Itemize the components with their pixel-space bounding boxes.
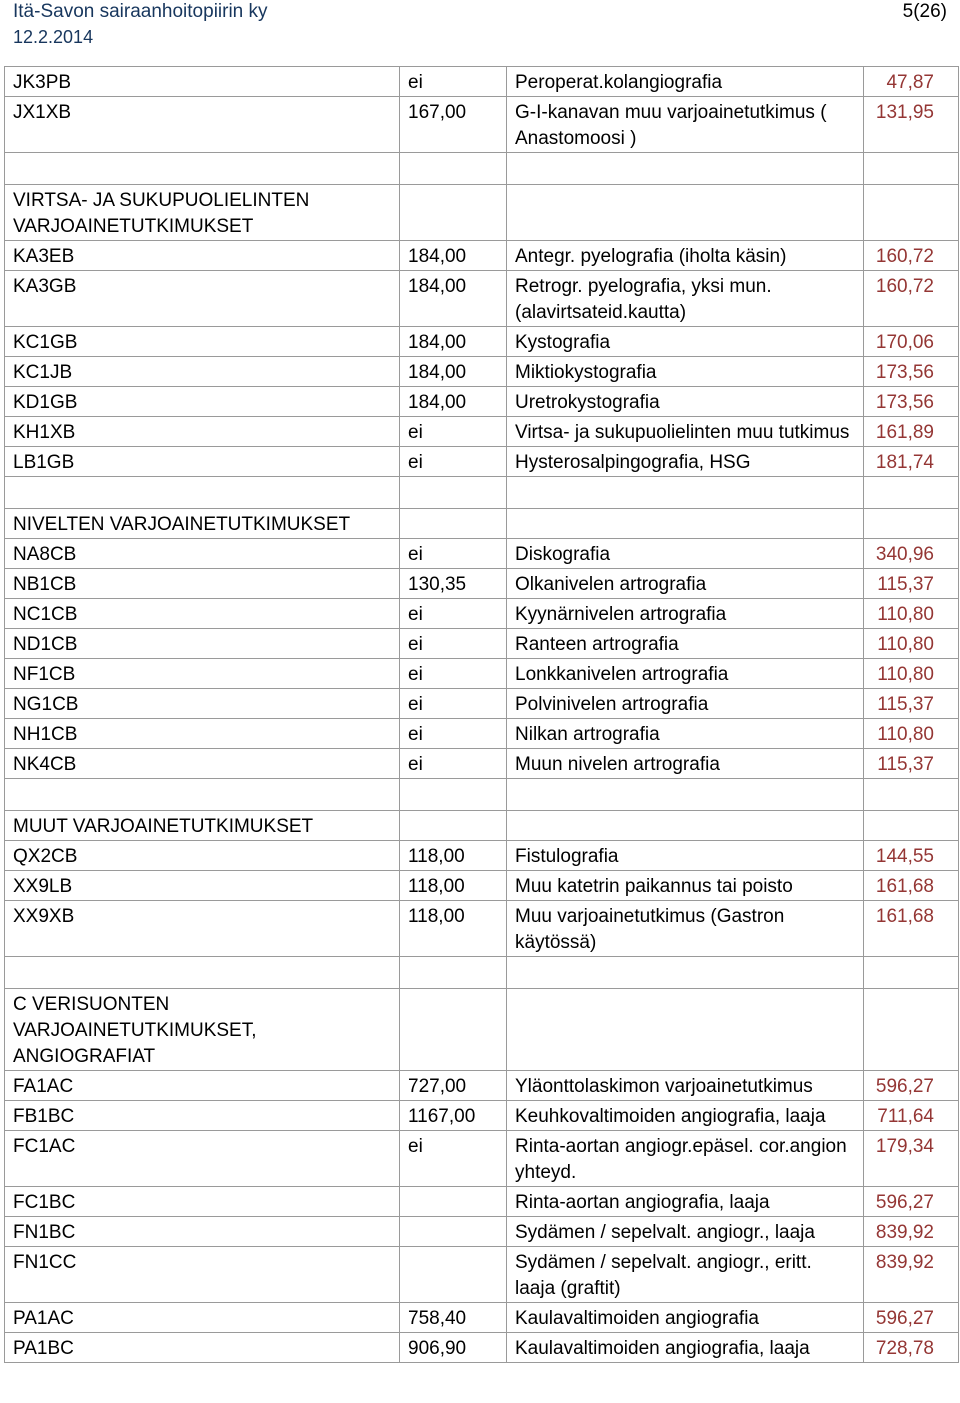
- procedure-price: 115,37: [864, 569, 959, 599]
- procedure-price: 728,78: [864, 1333, 959, 1363]
- empty-cell: [507, 185, 864, 241]
- empty-cell: [507, 957, 864, 989]
- reference-price: ei: [400, 689, 507, 719]
- reference-price: 184,00: [400, 327, 507, 357]
- table-row: [5, 1131, 959, 1187]
- procedure-price: 110,80: [864, 599, 959, 629]
- reference-price: ei: [400, 417, 507, 447]
- procedure-code: NG1CB: [5, 689, 400, 719]
- table-row: [5, 271, 959, 327]
- reference-price: 118,00: [400, 901, 507, 957]
- procedure-code: ND1CB: [5, 629, 400, 659]
- procedure-description: Rinta-aortan angiografia, laaja: [507, 1187, 864, 1217]
- procedure-description: Uretrokystografia: [507, 387, 864, 417]
- procedure-price: 161,68: [864, 901, 959, 957]
- reference-price: 118,00: [400, 841, 507, 871]
- spacer-row: [5, 957, 959, 989]
- procedure-description: Sydämen / sepelvalt. angiogr., laaja: [507, 1217, 864, 1247]
- reference-price: ei: [400, 719, 507, 749]
- empty-cell: [400, 185, 507, 241]
- section-title: C VERISUONTEN VARJOAINETUTKIMUKSET, ANGIOGRAFIAT: [5, 989, 400, 1071]
- reference-price: 130,35: [400, 569, 507, 599]
- procedure-code: KH1XB: [5, 417, 400, 447]
- reference-price: 758,40: [400, 1303, 507, 1333]
- table-row: [5, 749, 959, 779]
- reference-price: ei: [400, 749, 507, 779]
- table-row: [5, 539, 959, 569]
- procedure-description: Muun nivelen artrografia: [507, 749, 864, 779]
- procedure-price: 47,87: [864, 67, 959, 97]
- reference-price: 118,00: [400, 871, 507, 901]
- procedure-price: 711,64: [864, 1101, 959, 1131]
- table-row: [5, 1333, 959, 1363]
- section-title: MUUT VARJOAINETUTKIMUKSET: [5, 811, 400, 841]
- empty-cell: [5, 477, 400, 509]
- organization-name: Itä-Savon sairaanhoitopiirin ky: [13, 1, 268, 22]
- procedure-description: Kystografia: [507, 327, 864, 357]
- reference-price: ei: [400, 1131, 507, 1187]
- reference-price: ei: [400, 447, 507, 477]
- table-row: [5, 447, 959, 477]
- procedure-description: Lonkkanivelen artrografia: [507, 659, 864, 689]
- table-row: [5, 901, 959, 957]
- procedure-code: KD1GB: [5, 387, 400, 417]
- reference-price: ei: [400, 599, 507, 629]
- procedure-description: Hysterosalpingografia, HSG: [507, 447, 864, 477]
- procedure-price: 160,72: [864, 271, 959, 327]
- procedure-code: KA3GB: [5, 271, 400, 327]
- empty-cell: [507, 477, 864, 509]
- procedure-price: 596,27: [864, 1071, 959, 1101]
- procedure-price: 110,80: [864, 629, 959, 659]
- procedure-code: PA1AC: [5, 1303, 400, 1333]
- reference-price: ei: [400, 67, 507, 97]
- reference-price: 184,00: [400, 357, 507, 387]
- empty-cell: [400, 153, 507, 185]
- procedure-description: Nilkan artrografia: [507, 719, 864, 749]
- table-row: [5, 241, 959, 271]
- price-table-body: [5, 67, 959, 1363]
- table-row: [5, 1303, 959, 1333]
- section-title: VIRTSA- JA SUKUPUOLIELINTEN VARJOAINETUTKIMUKSET: [5, 185, 400, 241]
- empty-cell: [400, 509, 507, 539]
- procedure-description: Fistulografia: [507, 841, 864, 871]
- procedure-code: KC1GB: [5, 327, 400, 357]
- table-row: [5, 387, 959, 417]
- reference-price: ei: [400, 539, 507, 569]
- procedure-description: Olkanivelen artrografia: [507, 569, 864, 599]
- procedure-code: NB1CB: [5, 569, 400, 599]
- empty-cell: [400, 811, 507, 841]
- procedure-price: 115,37: [864, 689, 959, 719]
- procedure-price: 839,92: [864, 1247, 959, 1303]
- reference-price: 184,00: [400, 271, 507, 327]
- empty-cell: [400, 779, 507, 811]
- procedure-code: JK3PB: [5, 67, 400, 97]
- procedure-description: Peroperat.kolangiografia: [507, 67, 864, 97]
- procedure-code: XX9XB: [5, 901, 400, 957]
- procedure-price: 173,56: [864, 387, 959, 417]
- procedure-description: Diskografia: [507, 539, 864, 569]
- procedure-price: 170,06: [864, 327, 959, 357]
- section-header-row: [5, 185, 959, 241]
- table-row: [5, 871, 959, 901]
- procedure-price: 181,74: [864, 447, 959, 477]
- empty-cell: [5, 957, 400, 989]
- procedure-code: FN1CC: [5, 1247, 400, 1303]
- procedure-description: Retrogr. pyelografia, yksi mun. (alavirtsateid.kautta): [507, 271, 864, 327]
- procedure-price: 115,37: [864, 749, 959, 779]
- table-row: [5, 689, 959, 719]
- procedure-code: JX1XB: [5, 97, 400, 153]
- procedure-description: Yläonttolaskimon varjoainetutkimus: [507, 1071, 864, 1101]
- table-row: [5, 417, 959, 447]
- procedure-code: FC1BC: [5, 1187, 400, 1217]
- empty-cell: [507, 811, 864, 841]
- procedure-description: Ranteen artrografia: [507, 629, 864, 659]
- reference-price: 167,00: [400, 97, 507, 153]
- table-row: [5, 1217, 959, 1247]
- reference-price: 906,90: [400, 1333, 507, 1363]
- procedure-description: Polvinivelen artrografia: [507, 689, 864, 719]
- procedure-description: Muu katetrin paikannus tai poisto: [507, 871, 864, 901]
- procedure-price: 131,95: [864, 97, 959, 153]
- procedure-code: NH1CB: [5, 719, 400, 749]
- table-row: [5, 659, 959, 689]
- procedure-price: 173,56: [864, 357, 959, 387]
- procedure-code: XX9LB: [5, 871, 400, 901]
- procedure-code: NK4CB: [5, 749, 400, 779]
- spacer-row: [5, 779, 959, 811]
- reference-price: 727,00: [400, 1071, 507, 1101]
- procedure-description: Sydämen / sepelvalt. angiogr., eritt. laaja (graftit): [507, 1247, 864, 1303]
- table-row: [5, 97, 959, 153]
- page-header: [0, 0, 960, 62]
- procedure-description: Kaulavaltimoiden angiografia: [507, 1303, 864, 1333]
- procedure-code: FA1AC: [5, 1071, 400, 1101]
- procedure-price: 144,55: [864, 841, 959, 871]
- procedure-price: 110,80: [864, 719, 959, 749]
- table-row: [5, 1247, 959, 1303]
- reference-price: [400, 1247, 507, 1303]
- empty-cell: [400, 477, 507, 509]
- procedure-price: 161,89: [864, 417, 959, 447]
- table-row: [5, 719, 959, 749]
- procedure-price: 179,34: [864, 1131, 959, 1187]
- table-row: [5, 599, 959, 629]
- procedure-description: Miktiokystografia: [507, 357, 864, 387]
- procedure-price: 596,27: [864, 1187, 959, 1217]
- empty-cell: [507, 509, 864, 539]
- procedure-description: Antegr. pyelografia (iholta käsin): [507, 241, 864, 271]
- procedure-price: 160,72: [864, 241, 959, 271]
- procedure-code: FC1AC: [5, 1131, 400, 1187]
- procedure-code: NF1CB: [5, 659, 400, 689]
- procedure-code: QX2CB: [5, 841, 400, 871]
- reference-price: [400, 1217, 507, 1247]
- empty-cell: [5, 779, 400, 811]
- procedure-description: Kaulavaltimoiden angiografia, laaja: [507, 1333, 864, 1363]
- reference-price: ei: [400, 629, 507, 659]
- empty-cell: [864, 477, 959, 509]
- procedure-description: G-I-kanavan muu varjoainetutkimus ( Anastomoosi ): [507, 97, 864, 153]
- procedure-code: FB1BC: [5, 1101, 400, 1131]
- procedure-code: LB1GB: [5, 447, 400, 477]
- procedure-description: Rinta-aortan angiogr.epäsel. cor.angion yhteyd.: [507, 1131, 864, 1187]
- procedure-price: 110,80: [864, 659, 959, 689]
- table-row: [5, 1101, 959, 1131]
- empty-cell: [864, 811, 959, 841]
- procedure-code: NC1CB: [5, 599, 400, 629]
- empty-cell: [864, 509, 959, 539]
- reference-price: ei: [400, 659, 507, 689]
- procedure-code: NA8CB: [5, 539, 400, 569]
- empty-cell: [864, 989, 959, 1071]
- empty-cell: [864, 185, 959, 241]
- procedure-description: Virtsa- ja sukupuolielinten muu tutkimus: [507, 417, 864, 447]
- spacer-row: [5, 153, 959, 185]
- empty-cell: [507, 153, 864, 185]
- procedure-description: Muu varjoainetutkimus (Gastron käytössä): [507, 901, 864, 957]
- section-header-row: [5, 509, 959, 539]
- table-row: [5, 1187, 959, 1217]
- table-row: [5, 629, 959, 659]
- empty-cell: [507, 779, 864, 811]
- table-row: [5, 569, 959, 599]
- table-row: [5, 67, 959, 97]
- procedure-price: 340,96: [864, 539, 959, 569]
- reference-price: [400, 1187, 507, 1217]
- procedure-description: Kyynärnivelen artrografia: [507, 599, 864, 629]
- empty-cell: [864, 153, 959, 185]
- procedure-code: KA3EB: [5, 241, 400, 271]
- procedure-code: FN1BC: [5, 1217, 400, 1247]
- procedure-price: 839,92: [864, 1217, 959, 1247]
- table-row: [5, 327, 959, 357]
- empty-cell: [864, 957, 959, 989]
- empty-cell: [400, 957, 507, 989]
- empty-cell: [5, 153, 400, 185]
- reference-price: 184,00: [400, 387, 507, 417]
- table-row: [5, 357, 959, 387]
- reference-price: 184,00: [400, 241, 507, 271]
- section-title: NIVELTEN VARJOAINETUTKIMUKSET: [5, 509, 400, 539]
- page-number: 5(26): [902, 1, 947, 22]
- price-table: [4, 66, 959, 1363]
- table-row: [5, 841, 959, 871]
- procedure-code: KC1JB: [5, 357, 400, 387]
- table-row: [5, 1071, 959, 1101]
- procedure-price: 161,68: [864, 871, 959, 901]
- section-header-row: [5, 811, 959, 841]
- procedure-code: PA1BC: [5, 1333, 400, 1363]
- procedure-description: Keuhkovaltimoiden angiografia, laaja: [507, 1101, 864, 1131]
- document-date: 12.2.2014: [13, 27, 94, 47]
- empty-cell: [400, 989, 507, 1071]
- spacer-row: [5, 477, 959, 509]
- reference-price: 1167,00: [400, 1101, 507, 1131]
- empty-cell: [507, 989, 864, 1071]
- empty-cell: [864, 779, 959, 811]
- procedure-price: 596,27: [864, 1303, 959, 1333]
- section-header-row: [5, 989, 959, 1071]
